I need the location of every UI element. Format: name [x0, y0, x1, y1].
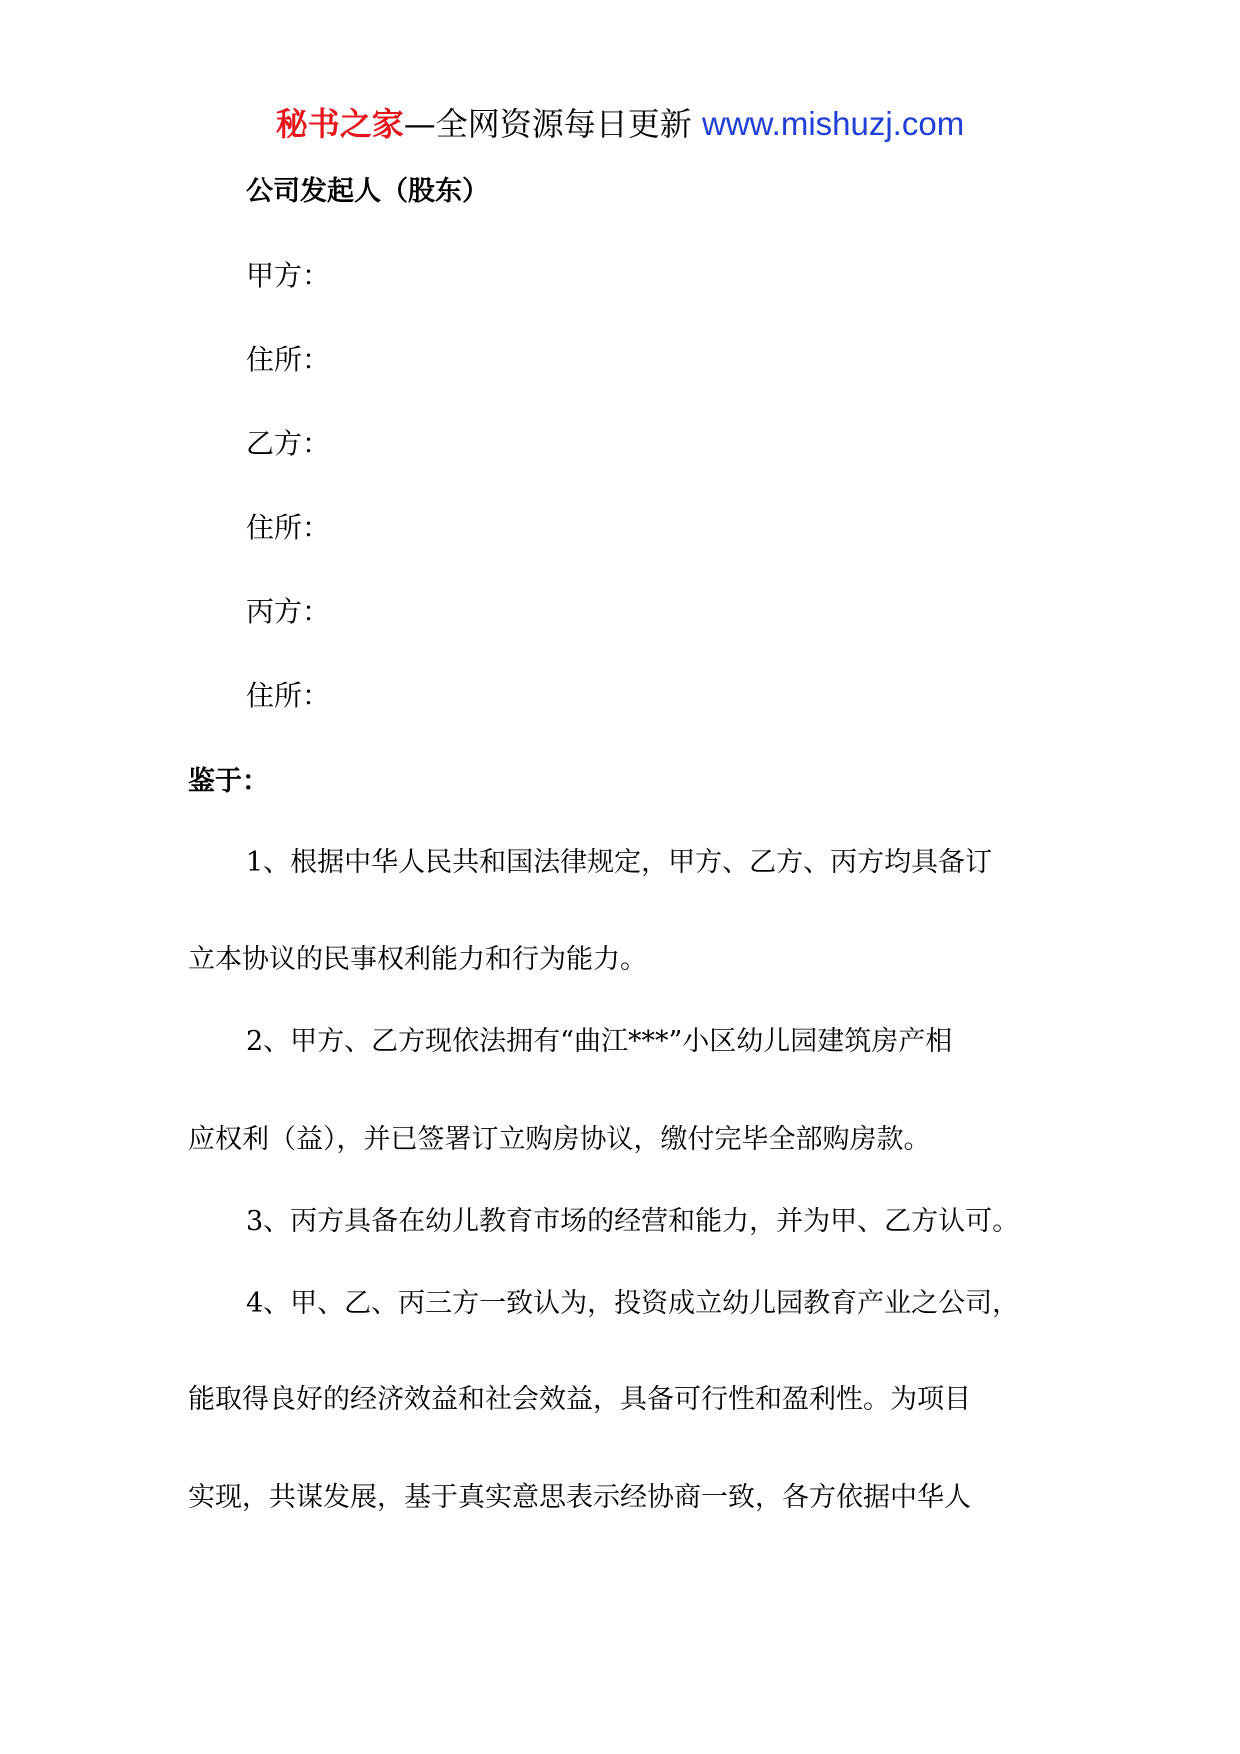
brand-name: 秘书之家: [275, 105, 404, 143]
whereas-line-6: 4、甲、乙、丙三方一致认为，投资成立幼儿园教育产业之公司，: [246, 1288, 1020, 1319]
whereas-line-3: 2、甲方、乙方现依法拥有“曲江***”小区幼儿园建筑房产相: [246, 1026, 953, 1057]
address-c-label: 住所：: [246, 679, 331, 712]
whereas-title: 鉴于：: [188, 766, 269, 797]
address-b-label: 住所：: [246, 511, 331, 544]
site-url-link[interactable]: www.mishuzj.com: [701, 105, 965, 142]
address-a-label: 住所：: [246, 343, 331, 376]
party-c-label: 丙方：: [246, 595, 331, 628]
header-slogan: —全网资源每日更新: [403, 105, 692, 143]
whereas-line-2: 立本协议的民事权利能力和行为能力。: [188, 944, 647, 975]
party-b-label: 乙方：: [246, 427, 331, 460]
site-header: [0, 104, 1240, 144]
whereas-line-5: 3、丙方具备在幼儿教育市场的经营和能力，并为甲、乙方认可。: [246, 1206, 1020, 1237]
founders-title: 公司发起人（股东）: [246, 176, 489, 207]
whereas-line-7: 能取得良好的经济效益和社会效益，具备可行性和盈利性。为项目: [188, 1384, 971, 1415]
whereas-line-4: 应权利（益），并已签署订立购房协议，缴付完毕全部购房款。: [188, 1124, 931, 1155]
whereas-line-8: 实现，共谋发展，基于真实意思表示经协商一致，各方依据中华人: [188, 1482, 971, 1513]
party-a-label: 甲方：: [246, 259, 331, 292]
whereas-line-1: 1、根据中华人民共和国法律规定，甲方、乙方、丙方均具备订: [246, 847, 993, 878]
